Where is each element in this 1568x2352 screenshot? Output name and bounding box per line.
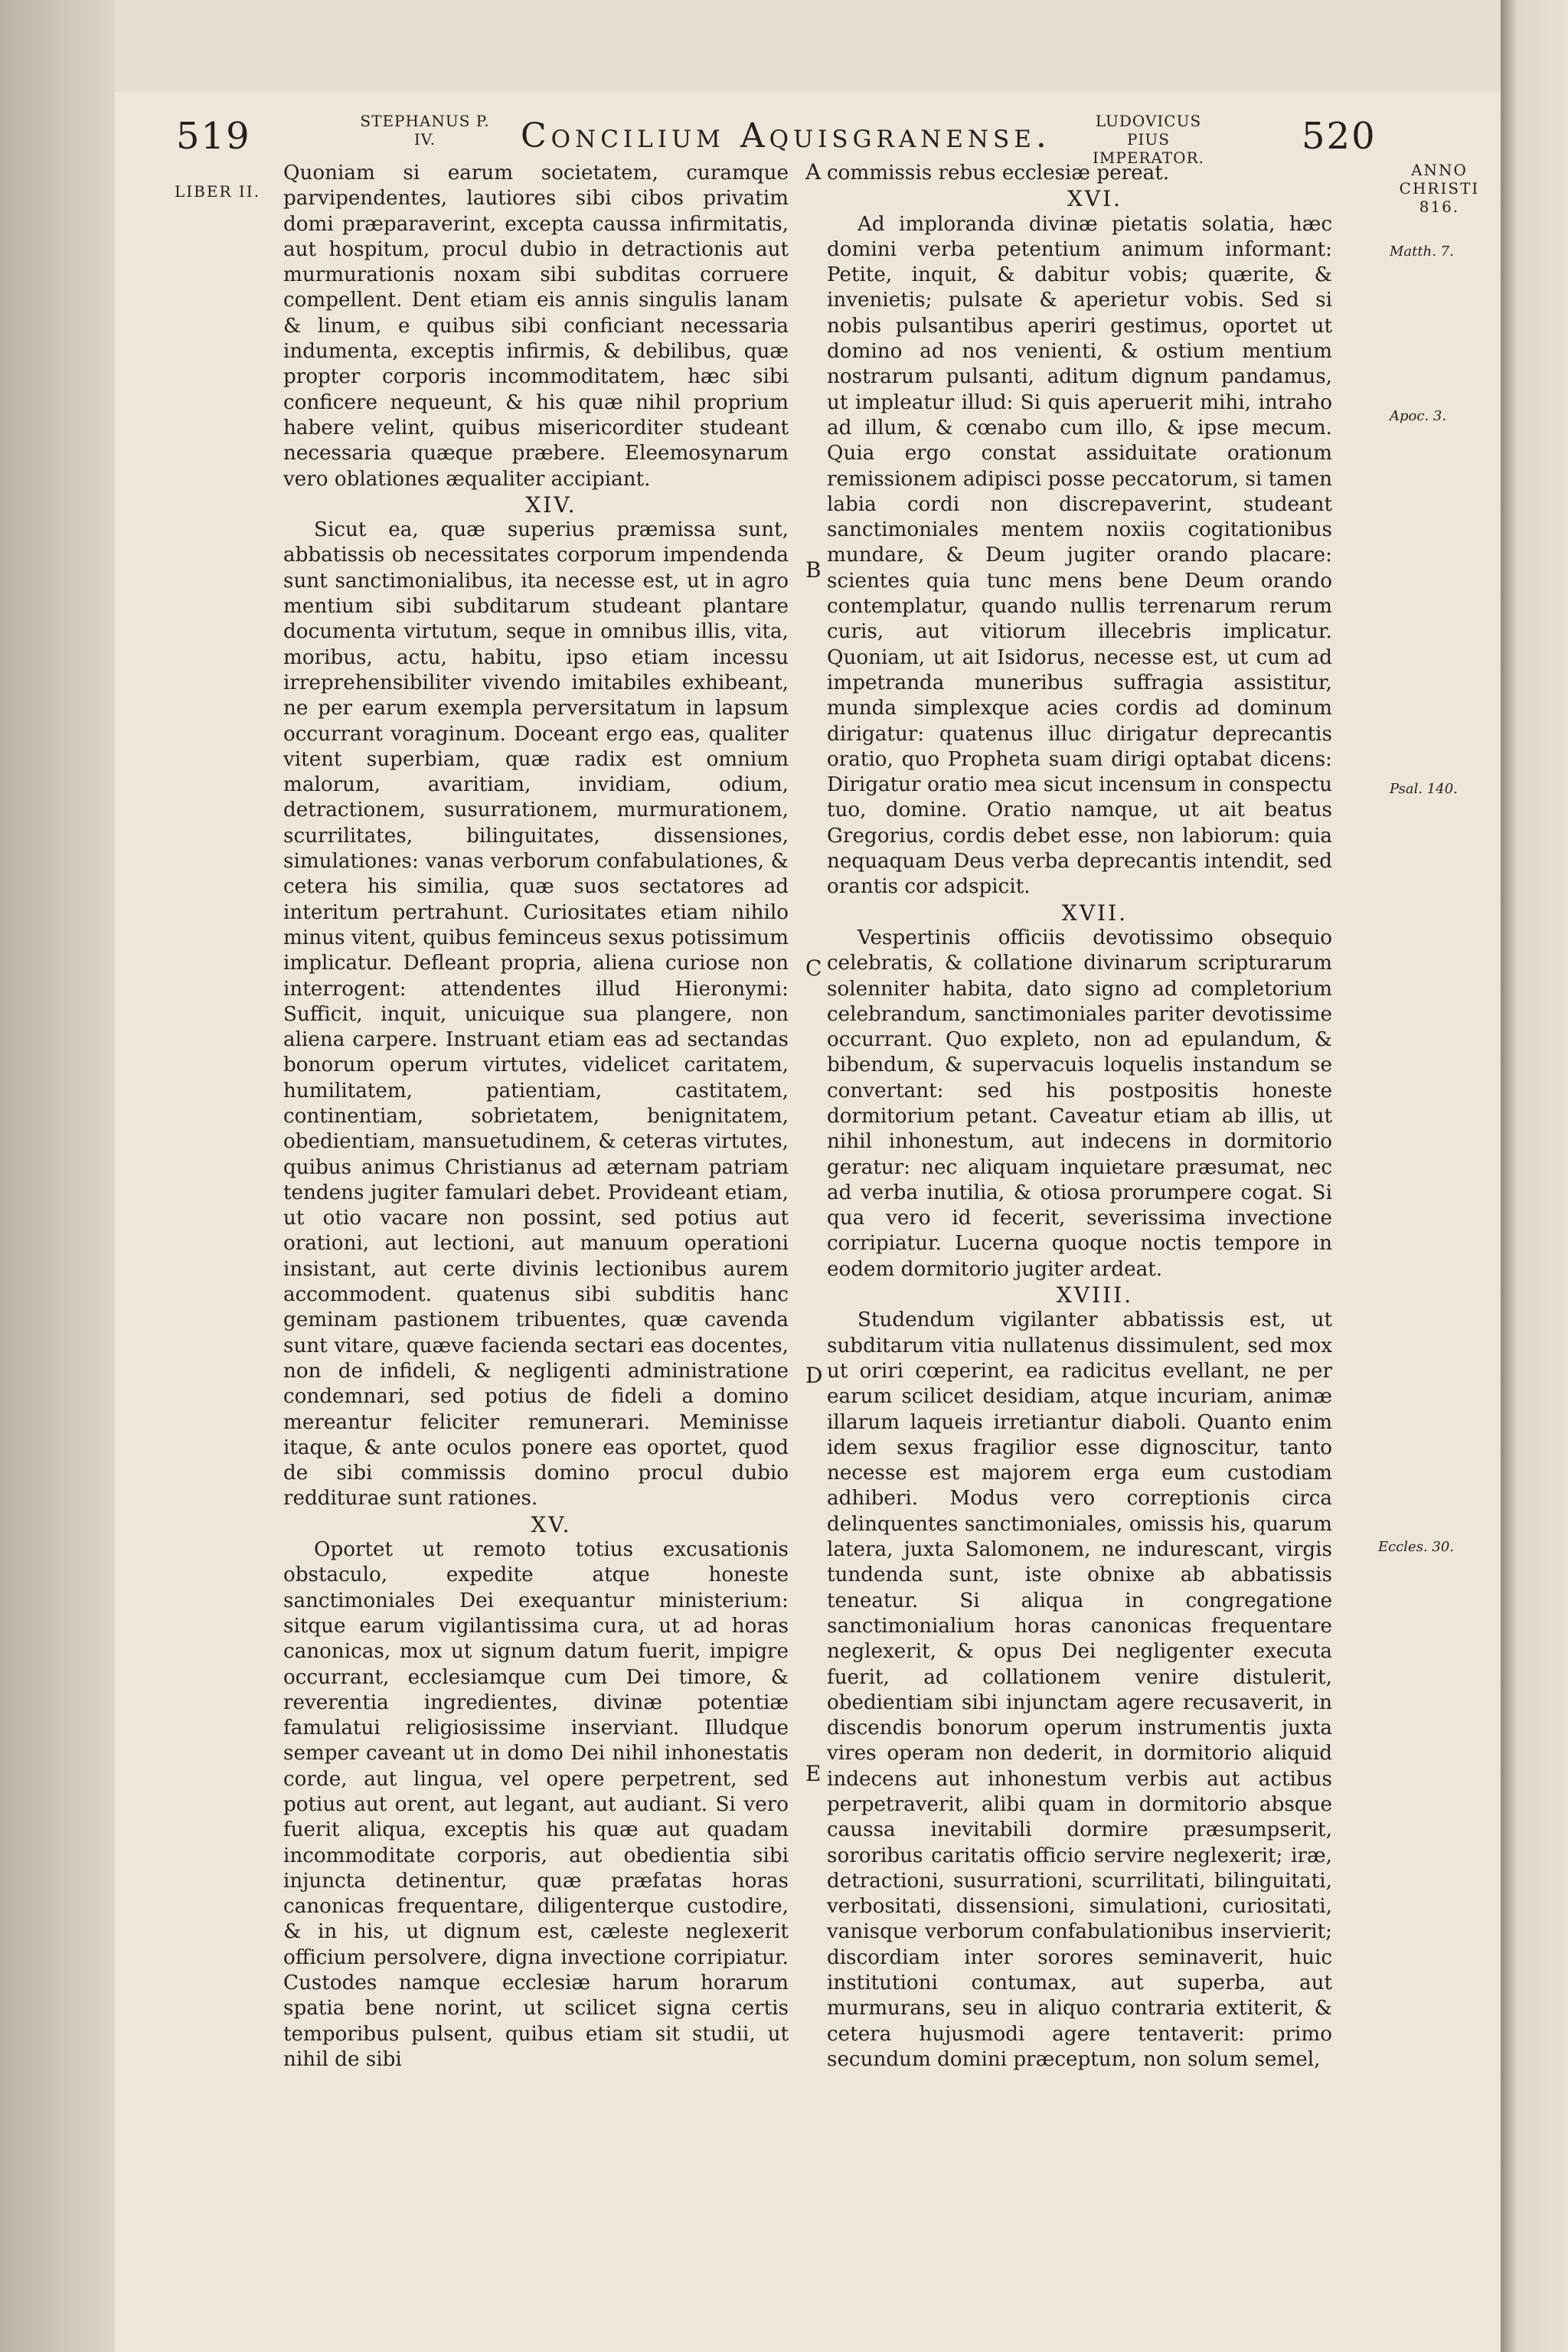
left-paragraph-2: Sicut ea, quæ superius præmissa sunt, abbatissis ob necessitates corporum impendenda sunt sanctimonialibus, ita necesse est, ut in agro mentium sibi subditarum studeant plantare documenta virtutum, seque in omnibus illis, vita, moribus, actu, habitu, ipso etiam incessu irreprehensibiliter vivendo imitabiles exhibeant, ne per earum exempla perversitatum in lapsum occurrant voraginum. Doceant ergo eas, qualiter vitent superbiam, quæ radix est omnium malorum, avaritiam, invidiam, odium, detractionem, susurrationem, murmurationem, scurrilitates, bilinguitates, dissensiones, simulationes: vanas verborum confabulationes, & cetera his similia, quæ suos sectatores ad interitum pertrahunt. Curiositates etiam nihilo minus vitent, quibus feminceus sexus potissimum implicatur. Defleant propria, aliena curiose non interrogent: attendentes illud Hieronymi: Sufficit, inquit, unicuique sua plangere, non aliena carpere. Instruant etiam eas ad sectandas bonorum operum virtutes, videlicet caritatem, humilitatem, patientiam, castitatem, continentiam, sobrietatem, benignitatem, obedientiam, mansuetudinem, & ceteras virtutes, quibus animus Christianus ad æternam patriam tendens jugiter famulari debet. Provideant etiam, ut otio vacare non possint, sed potius aut orationi, aut lectioni, aut manuum operationi insistant, aut certe divinis lectionibus aurem accommodent. quatenus sibi subditis hanc geminam pastionem tribuentes, quæ cavenda sunt vitare, quæve facienda sectari eas docentes, non de infideli, & negligenti administratione condemnari, sed potius de fideli a domino mereantur feliciter remunerari. Meminisse itaque, & ante oculos ponere eas oportet, quod de sibi commissis domino procul dubio redditurae sunt rationes. — [283, 518, 789, 1511]
anno-line1: ANNO — [1411, 161, 1468, 179]
anno-year: 816. — [1419, 198, 1460, 216]
running-header — [0, 84, 1386, 168]
right-running-head: LUDOVICUS PIUS IMPERATOR. — [1093, 112, 1204, 167]
liber-margin-note: LIBER II. — [175, 182, 261, 201]
right-paragraph-3: Studendum vigilanter abbatissis est, ut subditarum vitia nullatenus dissimulent, sed mox ut oriri cœperint, ea radicitus evellant, ne per earum scilicet desidiam, atque incuriam, animæ illarum laqueis irretiantur diaboli. Quanto enim idem sexus fragilior esse dignoscitur, tanto necesse est majorem erga eum custodiam adhiberi. Modus vero correptionis circa delinquentes sanctimoniales, omissis his, quarum latera, juxta Salomonem, ne indurescant, virgis tundenda sunt, iste obnixe ab abbatissis teneatur. Si aliqua in congregatione sanctimonialium horas canonicas frequentare neglexerit, & opus Dei negligenter executa fuerit, ad collationem venire distulerit, obedientiam sibi injunctam agere recusaverit, in discendis bonorum operum instrumentis juxta vires operam non dederit, in dormitorio aliquid indecens aut inhonestum verbis aut actibus perpetraverit, alibi quam in dormitorio absque caussa inevitabili dormire præsumpserit, sororibus caritatis officio servire neglexerit; iræ, detractioni, susurrationi, scurrilitati, bilinguitati, verbositati, dissensioni, simulationi, curiositati, vanisque verborum confabulationibus inservierit; discordiam inter sorores seminaverit, huic institutioni contumax, aut superba, aut murmurans, seu in aliquo contraria extiterit, & cetera hujusmodi agere tentaverit: primo secundum domini præceptum, non solum semel, — [827, 1308, 1332, 2071]
ref-eccles: Eccles. 30. — [1378, 1539, 1455, 1555]
chapter-heading-xvi: XVI. — [1067, 186, 1123, 212]
section-letter-e: E — [805, 1761, 822, 1786]
page-title: Concilium Aquisgranense. — [521, 116, 1051, 155]
anno-christi-note — [1386, 161, 1493, 216]
adjacent-page-edge — [1501, 0, 1568, 2352]
ref-psal: Psal. 140. — [1390, 781, 1458, 797]
section-letter-c: C — [805, 956, 822, 981]
chapter-heading-xvii: XVII. — [1061, 900, 1129, 926]
right-paragraph-0: commissis rebus ecclesiæ pereat. — [827, 162, 1170, 185]
book-spine-shadow — [0, 0, 115, 2352]
section-letter-b: B — [805, 557, 822, 583]
left-paragraph-3: Oportet ut remoto totius excusationis obstaculo, expedite atque honeste sanctimoniales Dei exequantur ministerium: sitque earum vigilantissima cura, ut ad horas canonicas, mox ut signum datum fuerit, impigre occurrant, ecclesiamque cum Dei timore, & reverentia ingredientes, divinæ potentiæ famulatui religiosissime inserviant. Illudque semper caveant ut in domo Dei nihil inhonestatis corde, aut lingua, vel opere perpetrent, sed potius aut orent, aut legant, aut audiant. Si vero fuerit aliqua, exceptis his quæ aut quadam incommoditate corporis, aut obedientia sibi injuncta detinentur, quæ præfatas horas canonicas frequentare, diligenterque custodire, & in his, ut dignum est, cæleste neglexerit officium persolvere, digna invectione corripiatur. Custodes namque ecclesiæ harum horarum spatia bene norint, ut scilicet signa certis temporibus pulsent, quibus etiam sit studii, ut nihil de sibi — [283, 1538, 789, 2071]
right-paragraph-1: Ad imploranda divinæ pietatis solatia, hæc domini verba petentium animum informant: Petite, inquit, & dabitur vobis; quærite, & invenietis; pulsate & aperietur vobis. Sed si nobis pulsantibus aperiri gestimus, oportet ut domino ad nos venienti, & ostium mentium nostrarum pulsanti, aditum dignum pandamus, ut impleatur illud: Si quis aperuerit mihi, intraho ad illum, & cœnabo cum illo, & ipse mecum. Quia ergo constat assiduitate orationum remissionem adipisci posse peccatorum, si tamen labia cordi non discrepaverint, studeant sanctimoniales mentem noxiis cogitationibus mundare, & Deum jugiter orando placare: scientes quia tunc mens bene Deum orando contemplatur, quando nullis terrenarum rerum curis, aut vitiorum illecebris implicatur. Quoniam, ut ait Isidorus, necesse est, ut cum ad impetranda muneribus suffragia assistitur, munda simplexque acies cordis ad dominum dirigatur: quatenus illuc dirigatur deprecantis oratio, quo Propheta suam dirigi optabat dicens: Dirigatur oratio mea sicut incensum in conspectu tuo, domine. Oratio namque, ut ait beatus Gregorius, cordis debet esse, non labiorum: quia nequaquam Deus verba deprecantis intendit, sed orantis cor adspicit. — [827, 212, 1332, 899]
ref-apoc: Apoc. 3. — [1390, 408, 1447, 424]
chapter-heading-xiv: XIV. — [525, 492, 577, 518]
left-running-head: STEPHANUS P. IV. — [360, 112, 490, 149]
chapter-heading-xviii: XVIII. — [1056, 1282, 1134, 1308]
right-paragraph-2: Vespertinis officiis devotissimo obsequio celebratis, & collatione divinarum scripturarum solenniter habita, dato signo ad completorium celebrandum, sanctimoniales pariter devotissime occurrant. Quo expleto, non ad epulandum, & bibendum, & supervacuis loquelis instandum se convertant: sed his postpositis honeste dormitorium petant. Caveatur etiam ab illis, ut nihil inhonestum, aut indecens in dormitorio geratur: nec aliquam inquietare præsumat, nec ad verba inutilia, & otiosa prorumpere cogat. Si qua vero id fecerit, severissima invectione corripiatur. Lucerna quoque noctis tempore in eodem dormitorio jugiter ardeat. — [827, 926, 1332, 1281]
left-paragraph-1: Quoniam si earum societatem, curamque parvipendentes, lautiores sibi cibos privatim domi præparaverint, excepta caussa infirmitatis, aut hospitum, procul dubio in detractionis aut murmurationis noxam sibi subditas corruere compellent. Dent etiam eis annis singulis lanam & linum, e quibus sibi conficiant necessaria indumenta, exceptis infirmis, & debilibus, quæ propter corporis incommoditatem, hæc sibi conficere nequeunt, & his quæ nihil proprium habere velint, quibus misericorditer studeant necessaria quæque præbere. Eleemosynarum vero oblationes æqualiter accipiant. — [283, 162, 789, 491]
section-letter-d: D — [805, 1363, 823, 1388]
section-letter-a: A — [805, 159, 822, 185]
left-page-number: 519 — [176, 115, 251, 158]
left-text-column — [283, 161, 789, 2073]
ref-matth: Matth. 7. — [1390, 243, 1454, 260]
right-text-column — [827, 161, 1332, 2073]
right-page-number: 520 — [1302, 115, 1377, 158]
anno-line2: CHRISTI — [1399, 179, 1480, 198]
chapter-heading-xv: XV. — [531, 1511, 572, 1537]
